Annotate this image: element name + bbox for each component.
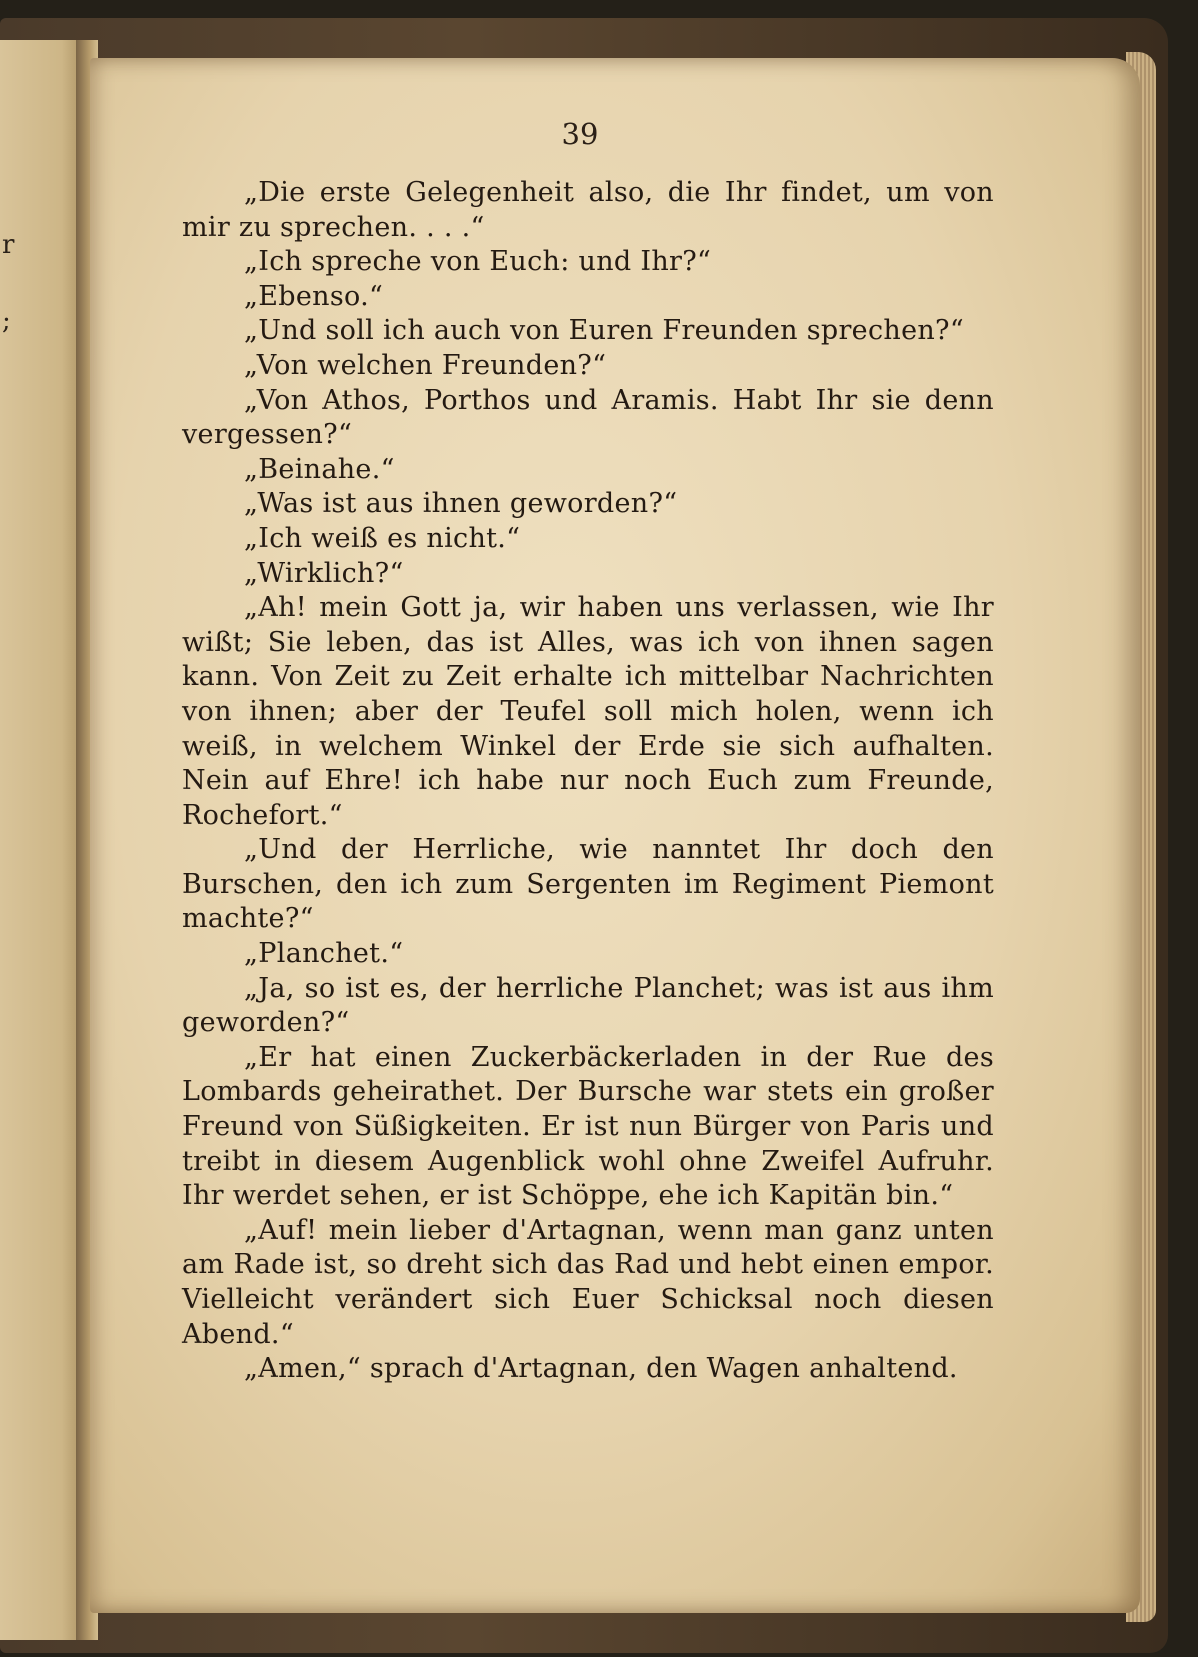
paragraph: „Ich spreche von Euch: und Ihr?“ [244,246,712,278]
paragraph: „Und der Herrliche, wie nanntet Ihr doch den Burschen, den ich zum Sergenten im Regiment Piemont machte?“ [182,834,994,935]
paragraph: „Planchet.“ [244,938,404,970]
paragraph: „Ich weiß es nicht.“ [244,522,521,554]
paragraph: „Ja, so ist es, der herrliche Planchet; was ist aus ihm geworden?“ [182,972,994,1039]
paragraph: „Wirklich?“ [244,557,404,589]
left-page-fragment: ; [2,306,11,336]
left-page-fragment: r [2,230,15,260]
left-page-edge [0,40,88,1640]
paragraph: „Was ist aus ihnen geworden?“ [244,488,678,520]
paragraph: „Und soll ich auch von Euren Freunden sprechen?“ [244,315,964,347]
paragraph: „Amen,“ sprach d'Artagnan, den Wagen anhaltend. [244,1353,958,1385]
paragraph: „Von Athos, Porthos und Aramis. Habt Ihr sie denn vergessen?“ [182,384,994,451]
paragraph: „Die erste Gelegenheit also, die Ihr findet, um von mir zu sprechen. . . .“ [182,177,994,243]
page-number: 39 [561,117,599,151]
paragraph: „Beinahe.“ [244,453,395,485]
paragraph: „Ah! mein Gott ja, wir haben uns verlassen, wie Ihr wißt; Sie leben, das ist Alles, was ich von ihnen sagen kann. Von Zeit zu Zeit erhalte ich mittelbar Nachrichten von ihnen; aber der Teufel soll mich holen, wenn ich weiß, in welchem Winkel der Erde sie sich aufhalten. Nein auf Ehre! ich habe nur noch Euch zum Freunde, Rochefort.“ [182,592,994,831]
paragraph: „Er hat einen Zuckerbäckerladen in der Rue des Lombards geheirathet. Der Bursche war stets ein großer Freund von Süßigkeiten. Er ist nun Bürger von Paris und treibt in diesem Augenblick wohl ohne Zweifel Aufruhr. Ihr werdet sehen, er ist Schöppe, ehe ich Kapitän bin.“ [182,1041,994,1212]
page-text [182,176,994,1387]
paragraph: „Ebenso.“ [244,280,384,312]
paragraph: „Auf! mein lieber d'Artagnan, wenn man ganz unten am Rade ist, so dreht sich das Rad und hebt einen empor. Vielleicht verändert sich Euer Schicksal noch diesen Abend.“ [182,1214,994,1350]
paragraph: „Von welchen Freunden?“ [244,349,607,381]
